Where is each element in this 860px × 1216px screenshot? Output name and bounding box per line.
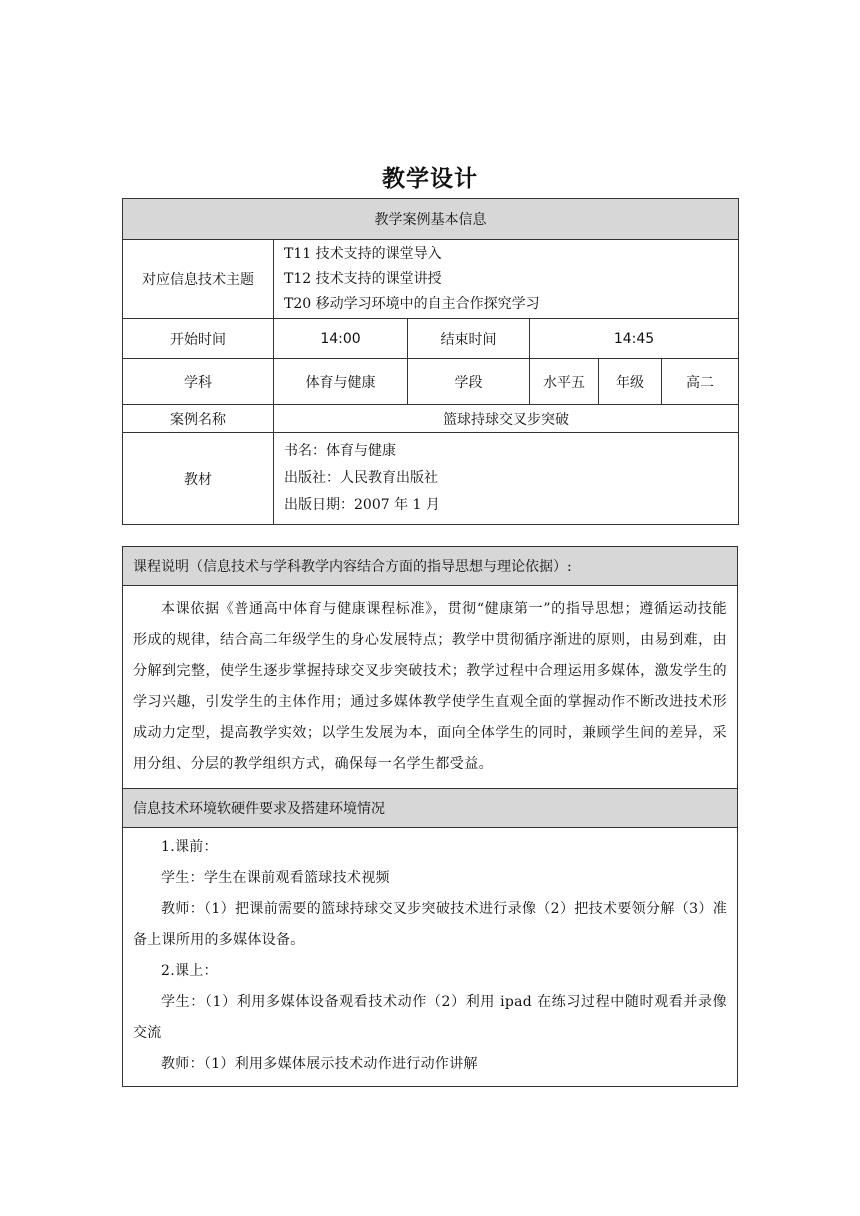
- basic-info-table: [122, 198, 739, 525]
- material-line: 出版社：人民教育出版社: [284, 470, 438, 486]
- subject-value: 体育与健康: [274, 359, 408, 405]
- material-label: 教材: [123, 433, 274, 525]
- subject-label: 学科: [123, 359, 274, 405]
- basic-info-header: 教学案例基本信息: [123, 199, 739, 240]
- start-time-label: 开始时间: [123, 319, 274, 359]
- course-table: [122, 546, 738, 1087]
- topic-label: 对应信息技术主题: [123, 240, 274, 319]
- case-name-label: 案例名称: [123, 405, 274, 433]
- grade-value: 高二: [662, 359, 739, 405]
- start-time-value: 14:00: [274, 319, 408, 359]
- env-list: [123, 832, 737, 1080]
- env-cell: [123, 828, 738, 1087]
- material-line: 出版日期：2007 年 1 月: [284, 497, 440, 513]
- topic-item: T11 技术支持的课堂导入: [284, 245, 442, 262]
- page-title: 教学设计: [382, 166, 478, 192]
- env-line: 教师：（1）把课前需要的篮球持球交叉步突破技术进行录像（2）把技术要领分解（3）准备上课所用的多媒体设备。: [133, 901, 727, 948]
- material-line: 书名：体育与健康: [284, 443, 396, 459]
- topic-list: [274, 240, 739, 319]
- stage-label: 学段: [408, 359, 530, 405]
- end-time-label: 结束时间: [408, 319, 530, 359]
- topic-item: T12 技术支持的课堂讲授: [284, 270, 442, 287]
- env-line: 学生：学生在课前观看篮球技术视频: [161, 870, 390, 886]
- env-line: 教师：（1）利用多媒体展示技术动作进行动作讲解: [161, 1056, 478, 1072]
- stage-value: 水平五: [530, 359, 599, 405]
- case-name-value: 篮球持球交叉步突破: [274, 405, 739, 433]
- topic-item: T20 移动学习环境中的自主合作探究学习: [284, 295, 540, 312]
- end-time-value: 14:45: [530, 319, 739, 359]
- env-line: 2.课上：: [161, 963, 218, 979]
- course-desc-header: 课程说明（信息技术与学科教学内容结合方面的指导思想与理论依据）:: [123, 547, 738, 586]
- env-header: 信息技术环境软硬件要求及搭建环境情况: [123, 789, 738, 828]
- material-info: [274, 433, 739, 525]
- env-line: 学生：（1）利用多媒体设备观看技术动作（2）利用 ipad 在练习过程中随时观看并录像交流: [133, 994, 727, 1041]
- course-desc-body: 本课依据《普通高中体育与健康课程标准》，贯彻“健康第一”的指导思想；遵循运动技能形成的规律，结合高二年级学生的身心发展特点；教学中贯彻循序渐进的原则，由易到难，由分解到完整，使学生逐步掌握持球交叉步突破技术；教学过程中合理运用多媒体，激发学生的学习兴趣，引发学生的主体作用；通过多媒体教学使学生直观全面的掌握动作不断改进技术形成动力定型，提高教学实效；以学生发展为本，面向全体学生的同时，兼顾学生间的差异，采用分组、分层的教学组织方式，确保每一名学生都受益。: [133, 601, 727, 772]
- course-desc-cell: [123, 586, 738, 789]
- grade-label: 年级: [599, 359, 662, 405]
- env-line: 1.课前：: [161, 839, 218, 855]
